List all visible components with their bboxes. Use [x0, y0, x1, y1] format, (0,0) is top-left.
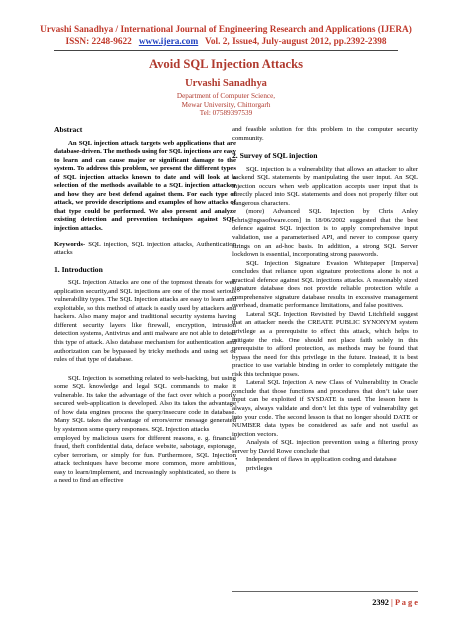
survey-paragraph-4: Lateral SQL Injection Revisited by David Litchfield suggest that an attacker needs the CREATE PUBLIC SYNONYM system privilege as a prerequisite to effect this attack, which helps to mitigate the risk. One should not place faith solely in this prerequisite to afford protection, as methods may be found that bypass the need for this privilege in the future. Instead, it is best practice to use variable binding in order to completely mitigate the risk this technique poses.: [232, 310, 418, 378]
issn: ISSN: 2248-9622: [65, 37, 132, 47]
bullet-icon: •: [235, 456, 238, 464]
page-footer: [372, 598, 418, 607]
survey-paragraph-1: SQL injection is a vulnerability that allows an attacker to alter backend SQL statements by manipulating the user input. An SQL injection occurs when web application accepts user input that is directly placed into SQL statements and does not properly filter out dangerous characters.: [232, 165, 418, 207]
left-column: [54, 126, 236, 486]
intro-paragraph-1: SQL Injection Attacks are one of the topmost threats for web application security,and SQL injections are one of the most serious vulnerability types. The SQL Injection attacks are easy to learn and exploitable, so this method of attack is easily used by attackers and hackers. Also many major and traditional security systems having different security layers like firewall, encryption, intrusion detection systems, Antivirus and anti malware are not able to detect this type of attack. Also database mechanism for authentication and authorization can be bypassed by tricky methods and using set of rules of that type of database.: [54, 279, 236, 364]
abstract-heading: Abstract: [54, 125, 83, 134]
abstract-body: An SQL injection attack targets web applications that are database-driven. The methods using for SQL injections are easy to learn and can cause major or significant damage to the system. To address this problem, we present the different types of SQL injection attacks known to date and will look at a selection of the methods available to a SQL injection attacker and how they are best defend against them. For each type of attack, we provide descriptions and examples of how attacks of that type could be performed. We also present and analyze existing detection and prevention techniques against SQL injection attacks.: [54, 139, 236, 233]
keywords-text: SQL injection, SQL injection attacks, Authentication attacks: [54, 240, 237, 257]
page-label: | P a g e: [391, 598, 418, 607]
intro-heading: 1. Introduction: [54, 264, 103, 274]
list-item: [235, 456, 418, 473]
journal-line: Urvashi Sanadhya / International Journal of Engineering Research and Applications (IJERA): [40, 25, 412, 35]
right-column: [232, 126, 418, 473]
survey-heading: 2. Survey of SQL injection: [232, 151, 318, 161]
survey-paragraph-3: SQL Injection Signature Evasion Whitepaper [Imperva] concludes that reliance upon signature protections alone is not a practical defence against SQL injections attacks. A reasonably sized signature database does not provide reliable protection while a comprehensive signature database results in excessive management overhead, dramatic performance limitations, and false positives.: [232, 259, 418, 310]
bullet-text: Independent of flaws in application coding and database privileges: [246, 456, 397, 472]
paragraph-gap: [54, 365, 236, 375]
affiliation-phone: Tel: 07589397539: [199, 109, 253, 117]
author-name: Urvashi Sanadhya: [185, 78, 267, 89]
page-number: 2392: [372, 598, 389, 607]
journal-issue-line: [30, 36, 422, 48]
survey-bullet-list: [232, 456, 418, 473]
intro-paragraph-2: SQL Injection is something related to web-hacking, but using some SQL knowledge and legal SQL commands to make it vulnerable. Its take the advantage of the fact over which a poorly secured web-application is developed. Also its takes the advantage of how data engines process the query/insecure code in database. Many SQL takes the advantage of errors/error message generated by systemon some query responses. SQL Injection attacks: [54, 374, 236, 433]
affiliation-university: Mewar University, Chittorgarh: [181, 100, 271, 109]
intro-paragraph-3: employed by malicious users for different reasons, e. g. financial fraud, theft confidential data, deface website, sabotage, espionage, cyber terrorism, or simply for fun. Furthermore, SQL Injection attack techniques have become more common, more ambitious, easy to learn/implement, and increasingly sophisticated, so there is a need to find an effective: [54, 434, 236, 485]
keywords: [54, 241, 236, 258]
survey-paragraph-5: Lateral SQL Injection A new Class of Vulnerability in Oracle conclude that those functions and procedures that don’t take user input can be exploited if SYSDATE is used. The lesson here is always, always validate and don’t let this type of vulnerability get into your code. The second lesson is that no longer should DATE or NUMBER data types be considered as safe and not useful as injection vectors.: [232, 379, 418, 438]
intro-paragraph-4: and feasible solution for this problem in the computer security community.: [232, 126, 418, 142]
footer-divider: [232, 591, 418, 592]
paper-title: Avoid SQL Injection Attacks: [148, 57, 304, 71]
journal-website-link[interactable]: www.ijera.com: [138, 37, 199, 47]
author-affiliation: [0, 92, 452, 118]
volume-info: Vol. 2, Issue4, July-august 2012, pp.2392-2398: [205, 37, 387, 47]
survey-paragraph-6: Analysis of SQL injection prevention using a filtering proxy server by David Rowe conclude that: [232, 439, 418, 455]
survey-paragraph-2: (more) Advanced SQL Injection by Chris Anley [chris@ngssoftware.com] in 18/06/2002 suggested that the best defence against SQL injection is to apply comprehensive input validation, use a parameterised API, and never to compose query strings on an ad-hoc basis. In addition, a strong SQL Server lockdown is essential, incorporating strong passwords.: [232, 208, 418, 259]
header-divider: [54, 50, 398, 51]
keywords-label: Keywords-: [54, 240, 86, 248]
affiliation-department: Department of Computer Science,: [176, 92, 276, 100]
journal-header: [30, 24, 422, 48]
